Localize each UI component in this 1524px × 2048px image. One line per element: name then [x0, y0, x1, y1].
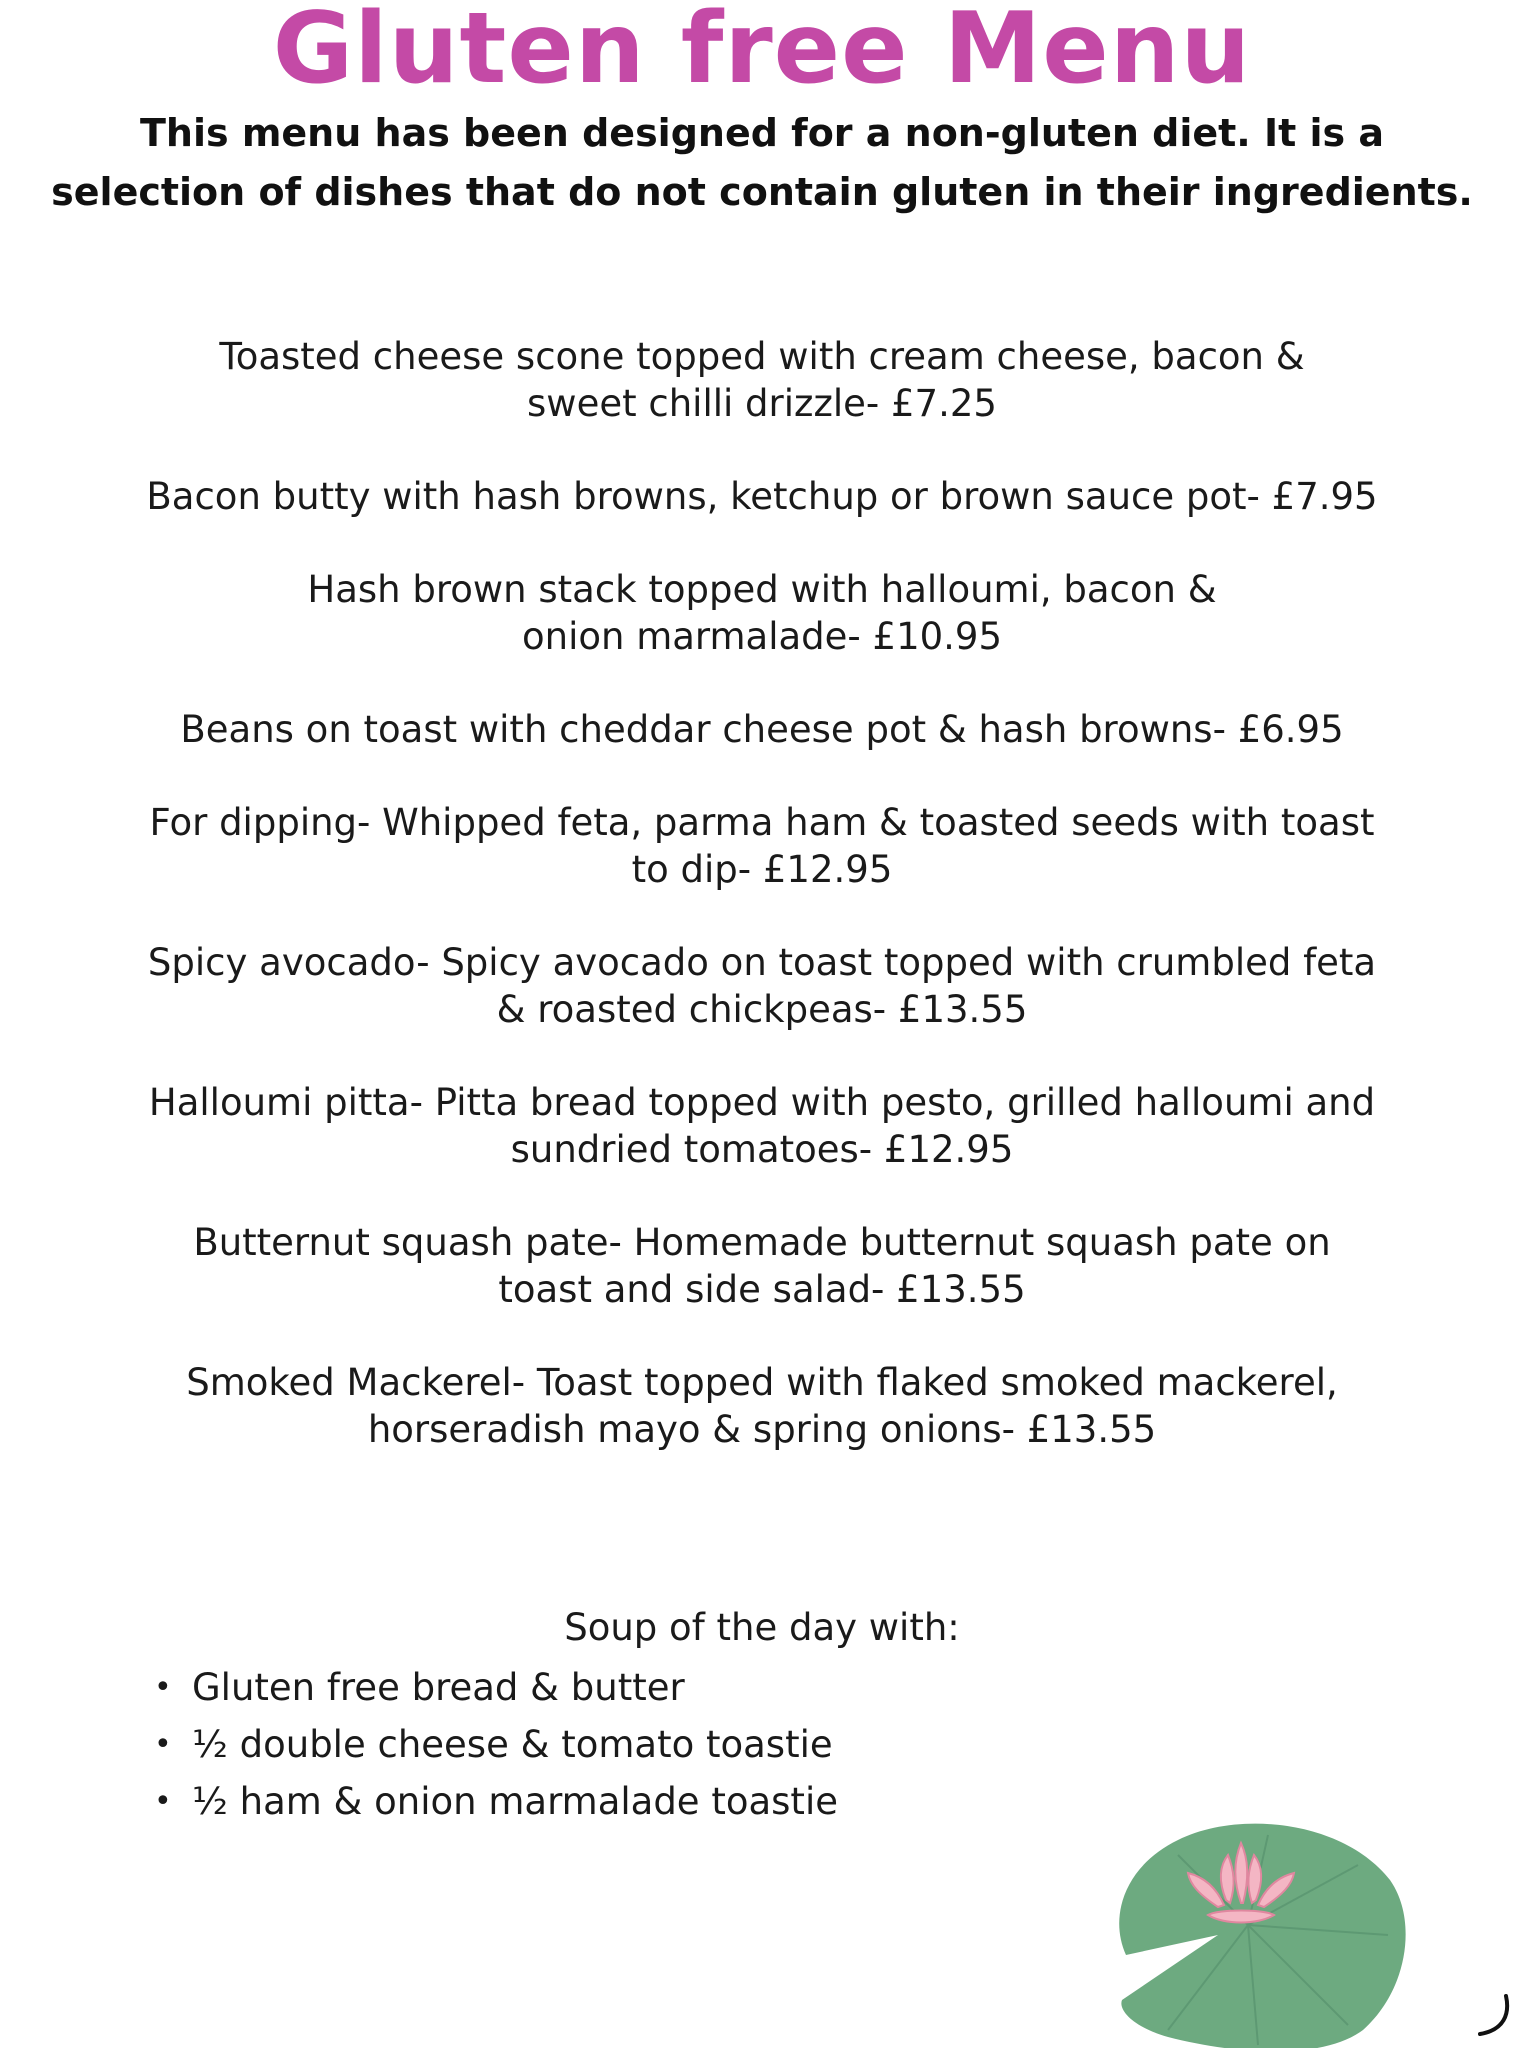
dish-item: [80, 566, 1444, 660]
dish-text: Bacon butty with hash browns, ketchup or brown sauce pot- £7.95: [146, 475, 1378, 518]
bullet-icon: •: [154, 1670, 172, 1705]
dish-list: [80, 333, 1444, 1499]
dish-item: [80, 1079, 1444, 1173]
soup-option-text: ½ ham & onion marmalade toastie: [192, 1780, 838, 1823]
dish-text: onion marmalade- £10.95: [522, 615, 1002, 658]
page-title: Gluten free Menu: [272, 0, 1252, 106]
soup-option: [150, 1716, 838, 1773]
dish-text: Toasted cheese scone topped with cream cheese, bacon &: [219, 335, 1305, 378]
intro-line: This menu has been designed for a non-gluten diet. It is a: [139, 111, 1385, 155]
soup-option: [150, 1659, 838, 1716]
bullet-icon: •: [154, 1784, 172, 1819]
dish-text: For dipping- Whipped feta, parma ham & toasted seeds with toast: [149, 801, 1375, 844]
dish-text: to dip- £12.95: [631, 848, 893, 891]
dish-text: Spicy avocado- Spicy avocado on toast topped with crumbled feta: [147, 941, 1377, 984]
intro-line: selection of dishes that do not contain gluten in their ingredients.: [51, 170, 1473, 214]
dish-item: [80, 333, 1444, 427]
dish-item: [80, 939, 1444, 1033]
soup-heading: [0, 1603, 1524, 1653]
dish-text: & roasted chickpeas- £13.55: [496, 988, 1028, 1031]
dish-text: horseradish mayo & spring onions- £13.55: [367, 1408, 1157, 1451]
soup-heading-text: Soup of the day with:: [564, 1606, 960, 1649]
menu-intro: [30, 104, 1494, 222]
bullet-icon: •: [154, 1727, 172, 1762]
dish-item: [80, 706, 1444, 753]
soup-option: [150, 1773, 838, 1830]
dish-text: Hash brown stack topped with halloumi, bacon &: [307, 568, 1217, 611]
dish-text: Halloumi pitta- Pitta bread topped with pesto, grilled halloumi and: [148, 1081, 1376, 1124]
dish-text: Smoked Mackerel- Toast topped with flaked smoked mackerel,: [186, 1361, 1338, 1404]
soup-option-text: Gluten free bread & butter: [192, 1666, 685, 1709]
dish-item: [80, 1359, 1444, 1453]
dish-text: toast and side salad- £13.55: [498, 1268, 1026, 1311]
soup-options-list: [150, 1659, 838, 1830]
dish-text: sundried tomatoes- £12.95: [510, 1128, 1014, 1171]
dish-item: [80, 799, 1444, 893]
corner-curl-icon: [1468, 1990, 1518, 2040]
soup-option-text: ½ double cheese & tomato toastie: [192, 1723, 833, 1766]
dish-text: Beans on toast with cheddar cheese pot & hash browns- £6.95: [180, 708, 1344, 751]
dish-item: [80, 473, 1444, 520]
lily-pad-icon: [1108, 1815, 1408, 2048]
dish-text: Butternut squash pate- Homemade butternut squash pate on: [193, 1221, 1331, 1264]
dish-text: sweet chilli drizzle- £7.25: [527, 382, 997, 425]
dish-item: [80, 1219, 1444, 1313]
